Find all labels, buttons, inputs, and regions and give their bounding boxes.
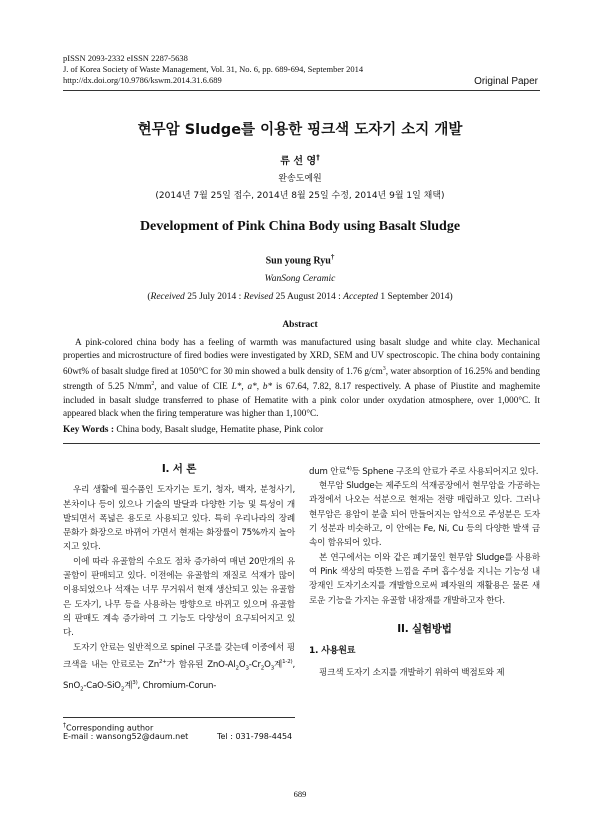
corresponding-mark-en: † bbox=[330, 253, 335, 261]
issn-line: pISSN 2093-2332 eISSN 2287-5638 bbox=[63, 53, 188, 63]
abstract-rule bbox=[63, 443, 540, 444]
journal-citation: J. of Korea Society of Waste Management, Vol. 31, No. 6, pp. 689-694, September 2014 bbox=[63, 64, 364, 74]
intro-paragraph-4: 현무암 Sludge는 제주도의 석재공장에서 현무암을 가공하는 과정에서 나오는 석분으로 현재는 전량 매립하고 있다. 그러나 현무암은 용암이 분출 되어 만들어지는 암석으로 주성분은 도자기 성분과 비슷하고, 이 안에는 Fe, Ni, Cu 등의 다양한 발색 금속이 함유되어 있다. bbox=[309, 481, 540, 549]
intro-paragraph-3-cont: dum 안료$^{4)}$등 Sphene 구조의 안료가 주로 사용되어지고 있다. bbox=[309, 466, 539, 477]
author-korean-name: 류 선 영 bbox=[280, 156, 317, 167]
intro-paragraph-3: 도자기 안료는 일반적으로 spinel 구조를 갖는데 이중에서 핑크색을 내는 안료로는 $Zn^{2+}$가 함유된 ZnO-$Al_2O_3-Cr_2O_3$계$^{1-2)}$, SnO$_2$-CaO-SiO$_2$계$^{3)}$, Chromium-Corun- bbox=[63, 642, 295, 693]
header-rule bbox=[63, 90, 540, 91]
page-number: 689 bbox=[293, 789, 307, 799]
section-methods-heading: II. 실험방법 bbox=[397, 622, 452, 635]
footnote-tel: Tel : 031-798-4454 bbox=[217, 732, 293, 741]
intro-paragraph-2: 이에 따라 유골함의 수요도 점차 증가하여 매년 20만개의 유골함이 판매되고 있다. 이전에는 유골함의 재질로 석재가 많이 이용되었으나 석재는 너무 무거워서 현재 생산되고 있는 유골함은 도자기, 나무 등을 사용하는 방향으로 바뀌고 있으며 유골함의 판매도 계속 증가하여 그 기능도 다양성이 요구되어지고 있다. bbox=[63, 556, 295, 639]
abstract-heading: Abstract bbox=[282, 320, 318, 330]
intro-paragraph-5: 본 연구에서는 이와 같은 폐기물인 현무암 Sludge를 사용하여 Pink 색상의 따뜻한 느낌을 주며 흡수성을 지니는 기능성 내장재인 도자기소지를 개발함으로써 폐자원의 재활용은 물론 새로운 기능을 가지는 유골함 내장재를 개발하고자 한다. bbox=[309, 552, 540, 606]
title-korean: 현무암 Sludge를 이용한 핑크색 도자기 소지 개발 bbox=[137, 122, 463, 138]
author-english-name: Sun young Ryu bbox=[265, 255, 331, 267]
subsection-materials-heading: 1. 사용원료 bbox=[309, 646, 356, 657]
keywords-list: China body, Basalt sludge, Hematite phase, Pink color bbox=[116, 425, 324, 435]
section-introduction-heading: I. 서 론 bbox=[161, 463, 197, 475]
intro-paragraph-1: 우리 생활에 필수품인 도자기는 토기, 청자, 백자, 분청사기, 본차이나 등이 있으나 기술의 발달과 다양한 기능 및 특성이 개발되면서 폭넓은 용도로 사용되고 있다. 특히 우리나라의 장례 문화가 화장으로 바뀌어 가면서 현재는 화장률이 75%까지 높아지고 있다. bbox=[63, 485, 295, 553]
dates-english: (Received 25 July 2014 : Revised 25 August 2014 : Accepted 1 September 2014) bbox=[147, 292, 453, 302]
footnote-corresponding: †Corresponding author bbox=[63, 722, 154, 733]
methods-paragraph-1: 핑크색 도자기 소지를 개발하기 위하여 백점토와 제 bbox=[319, 668, 505, 679]
author-english bbox=[0, 253, 600, 266]
title-english: Development of Pink China Body using Basalt Sludge bbox=[139, 219, 461, 234]
affiliation-korean: 완송도예원 bbox=[278, 174, 322, 184]
footnote-email[interactable]: E-mail : wansong52@daum.net bbox=[63, 732, 189, 741]
right-column bbox=[309, 462, 540, 681]
doi-link[interactable]: http://dx.doi.org/10.9786/kswm.2014.31.6.689 bbox=[63, 75, 222, 85]
corresponding-mark: † bbox=[316, 153, 320, 162]
author-korean bbox=[0, 152, 600, 167]
dates-korean: (2014년 7월 25일 접수, 2014년 8월 25일 수정, 2014년 9월 1일 채택) bbox=[155, 191, 445, 201]
footnote-rule bbox=[63, 717, 295, 718]
paper-type: Original Paper bbox=[474, 76, 538, 87]
abstract-body: A pink-colored china body has a feeling of warmth was manufactured using basalt sludge and white clay. Mechanical properties and microstructure of fired bodies were investigated by XRD, SEM and UV spectroscopic. The china body containing 60wt% of basalt sludge fired at 1050°C for 30 min showed a bulk density of 1.76 $g/cm^3$, water absorption of 16.25% and bending strength of 5.25 $N/mm^2$, and value of CIE L*, a*, b* is 67.64, 7.82, 8.17 respectively. A phase of Piustite and maghemite included in basalt sludge transferred to phase of Hematite with a pink color under oxydation atmosphere, over 1,000°C. It appeared black when the firing temperature was higher than 1,100°C. bbox=[63, 337, 541, 419]
affiliation-english: WanSong Ceramic bbox=[264, 274, 336, 284]
left-column bbox=[63, 462, 295, 697]
keywords bbox=[63, 425, 323, 435]
keywords-label: Key Words : bbox=[63, 425, 117, 435]
